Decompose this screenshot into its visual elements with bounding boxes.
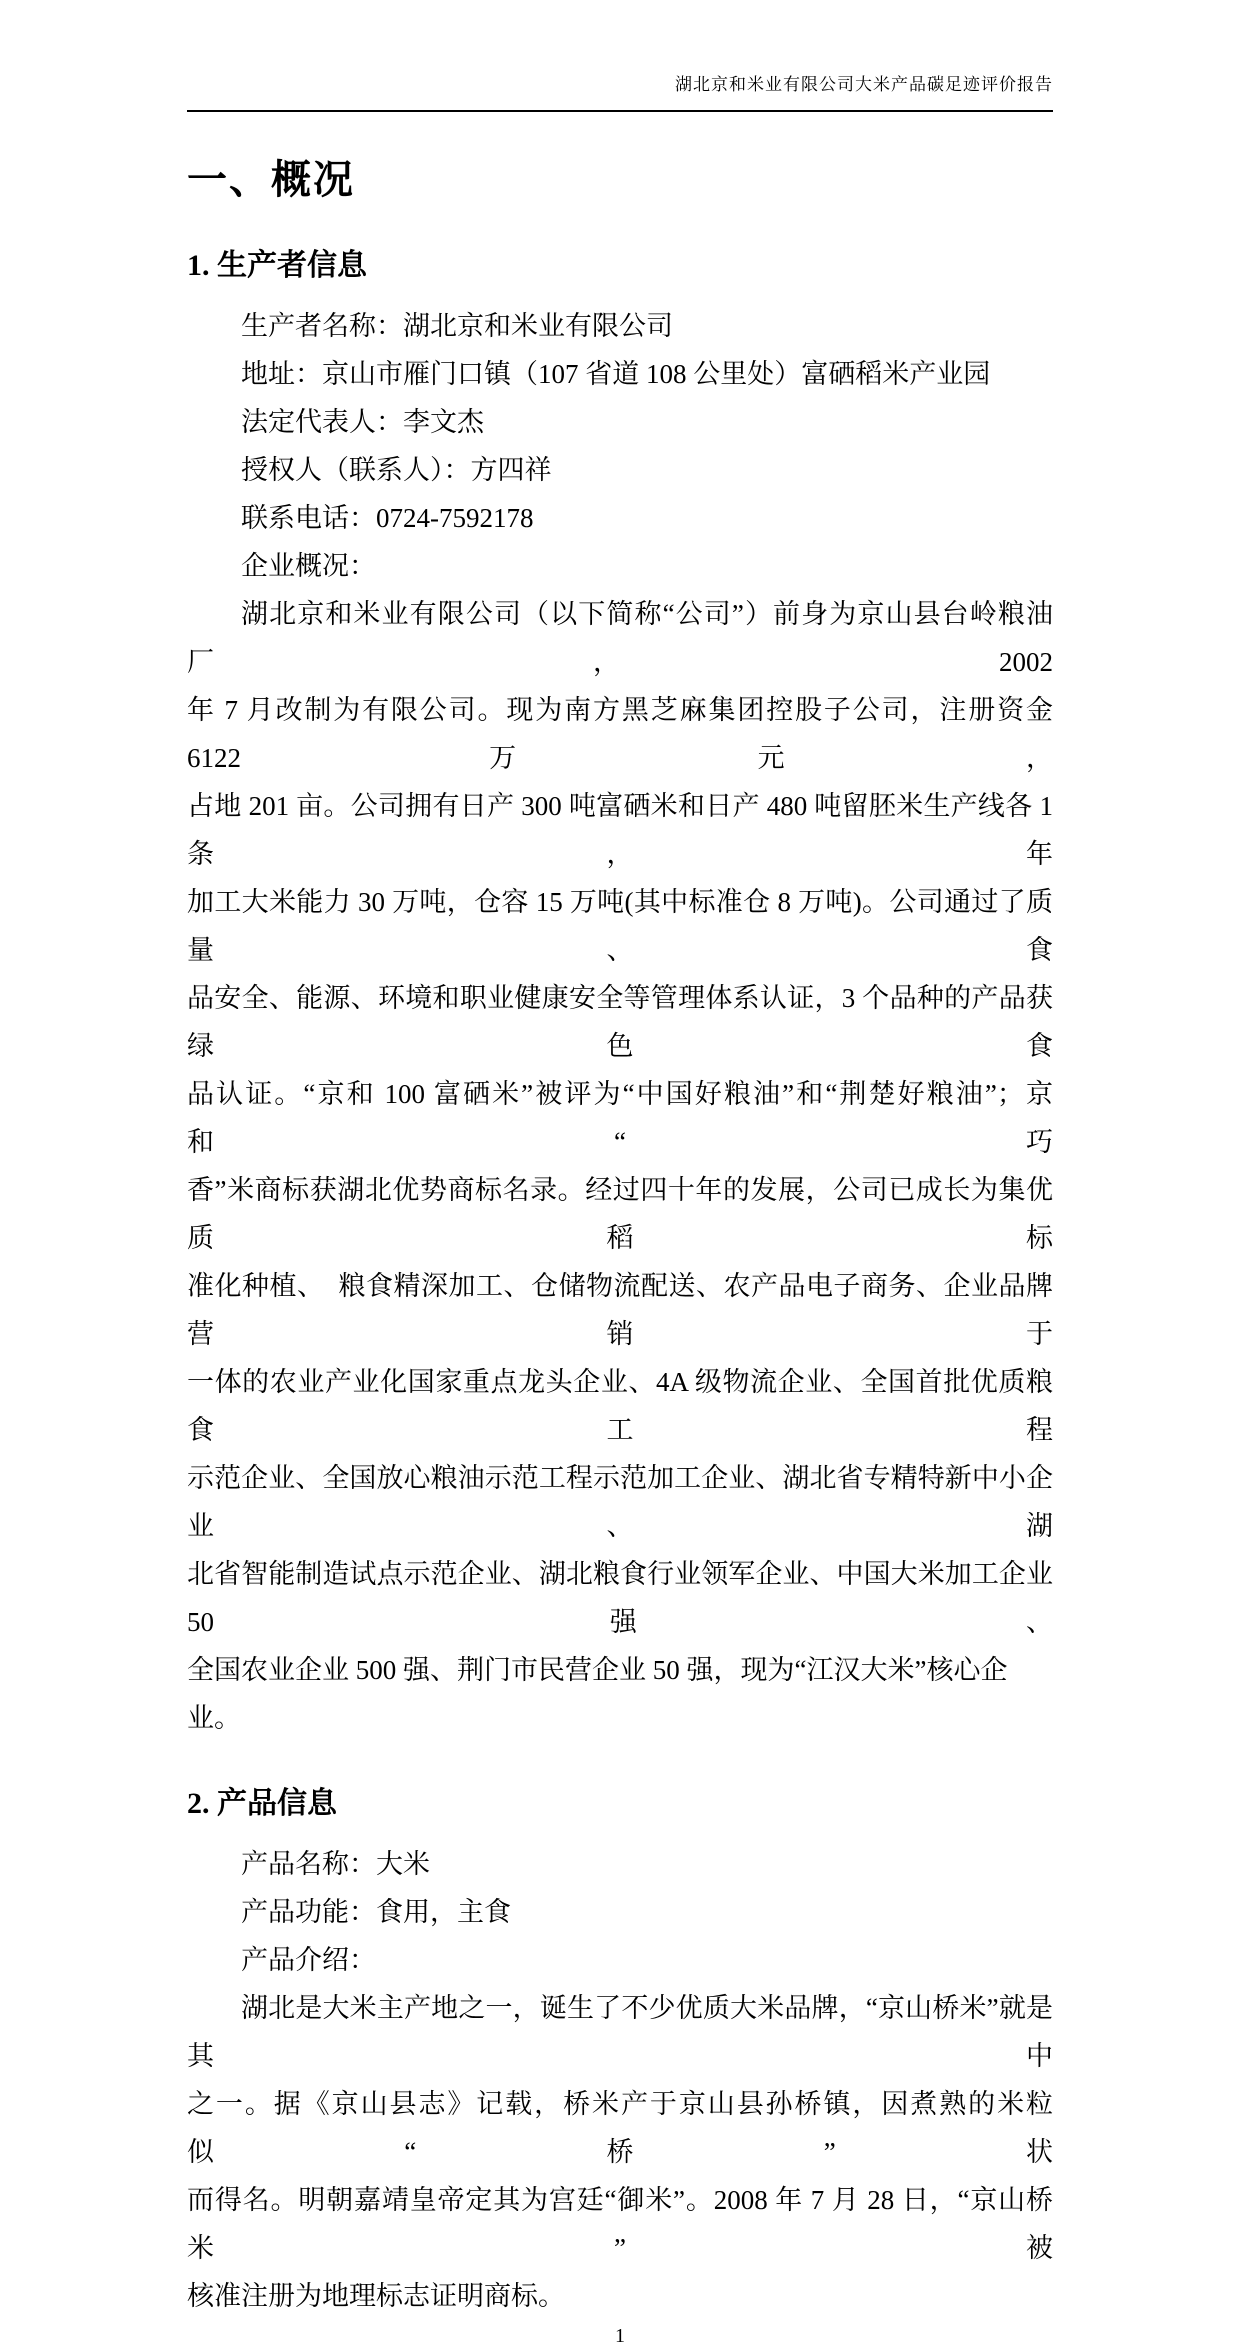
producer-info-block: [187, 302, 1053, 590]
company-profile-line: 北省智能制造试点示范企业、湖北粮食行业领军企业、中国大米加工企业 50 强、: [187, 1559, 1053, 1637]
company-profile-line: 品安全、能源、环境和职业健康安全等管理体系认证，3 个品种的产品获绿色食: [187, 983, 1053, 1061]
page-number: 1: [615, 2325, 625, 2347]
product-intro-line: 湖北是大米主产地之一，诞生了不少优质大米品牌，“京山桥米”就是其中: [187, 1993, 1053, 2071]
company-profile-line: 加工大米能力 30 万吨，仓容 15 万吨(其中标准仓 8 万吨)。公司通过了质量、食: [187, 887, 1053, 965]
company-profile-line: 占地 201 亩。公司拥有日产 300 吨富硒米和日产 480 吨留胚米生产线各 1 条，年: [187, 791, 1053, 869]
producer-name-line: 生产者名称：湖北京和米业有限公司: [241, 311, 673, 341]
producer-address-line: 地址：京山市雁门口镇（107 省道 108 公里处）富硒稻米产业园: [241, 359, 991, 389]
section-heading-overview: 一、概况: [187, 157, 355, 202]
product-intro-line: 之一。据《京山县志》记载，桥米产于京山县孙桥镇，因煮熟的米粒似“桥”状: [187, 2089, 1053, 2167]
product-function-line: 产品功能：食用，主食: [241, 1897, 511, 1927]
company-profile-line: 香”米商标获湖北优势商标名录。经过四十年的发展，公司已成长为集优质稻标: [187, 1175, 1053, 1253]
subsection-heading-product-info: 2. 产品信息: [187, 1787, 337, 1820]
contact-phone-line: 联系电话：0724-7592178: [241, 503, 534, 533]
company-profile-paragraph: [187, 590, 1053, 1742]
product-intro-paragraph: [187, 1984, 1053, 2320]
product-intro-line: 而得名。明朝嘉靖皇帝定其为宫廷“御米”。2008 年 7 月 28 日，“京山桥米”被: [187, 2185, 1053, 2263]
page-header: [187, 0, 1053, 112]
subsection-heading-producer-info: 1. 生产者信息: [187, 249, 367, 282]
header-title: 湖北京和米业有限公司大米产品碳足迹评价报告: [675, 75, 1053, 94]
company-profile-line: 示范企业、全国放心粮油示范工程示范加工企业、湖北省专精特新中小企业、湖: [187, 1463, 1053, 1541]
product-info-block: [187, 1840, 1053, 1984]
authorized-contact-line: 授权人（联系人）：方四祥: [241, 455, 552, 485]
company-profile-line: 品认证。“京和 100 富硒米”被评为“中国好粮油”和“荆楚好粮油”；京和“巧: [187, 1079, 1053, 1157]
company-profile-line: 湖北京和米业有限公司（以下简称“公司”）前身为京山县台岭粮油厂，2002: [187, 599, 1053, 677]
legal-representative-line: 法定代表人：李文杰: [241, 407, 484, 437]
product-name-line: 产品名称：大米: [241, 1849, 430, 1879]
company-profile-line: 年 7 月改制为有限公司。现为南方黑芝麻集团控股子公司，注册资金 6122 万元，: [187, 695, 1053, 773]
product-intro-line: 核准注册为地理标志证明商标。: [187, 2281, 565, 2311]
company-profile-label-line: 企业概况：: [241, 551, 376, 581]
product-intro-label-line: 产品介绍：: [241, 1945, 376, 1975]
company-profile-line: 一体的农业产业化国家重点龙头企业、4A 级物流企业、全国首批优质粮食工程: [187, 1367, 1053, 1445]
company-profile-line: 准化种植、 粮食精深加工、仓储物流配送、农产品电子商务、企业品牌营销于: [187, 1271, 1053, 1349]
company-profile-line: 全国农业企业 500 强、荆门市民营企业 50 强，现为“江汉大米”核心企业。: [187, 1655, 1008, 1733]
